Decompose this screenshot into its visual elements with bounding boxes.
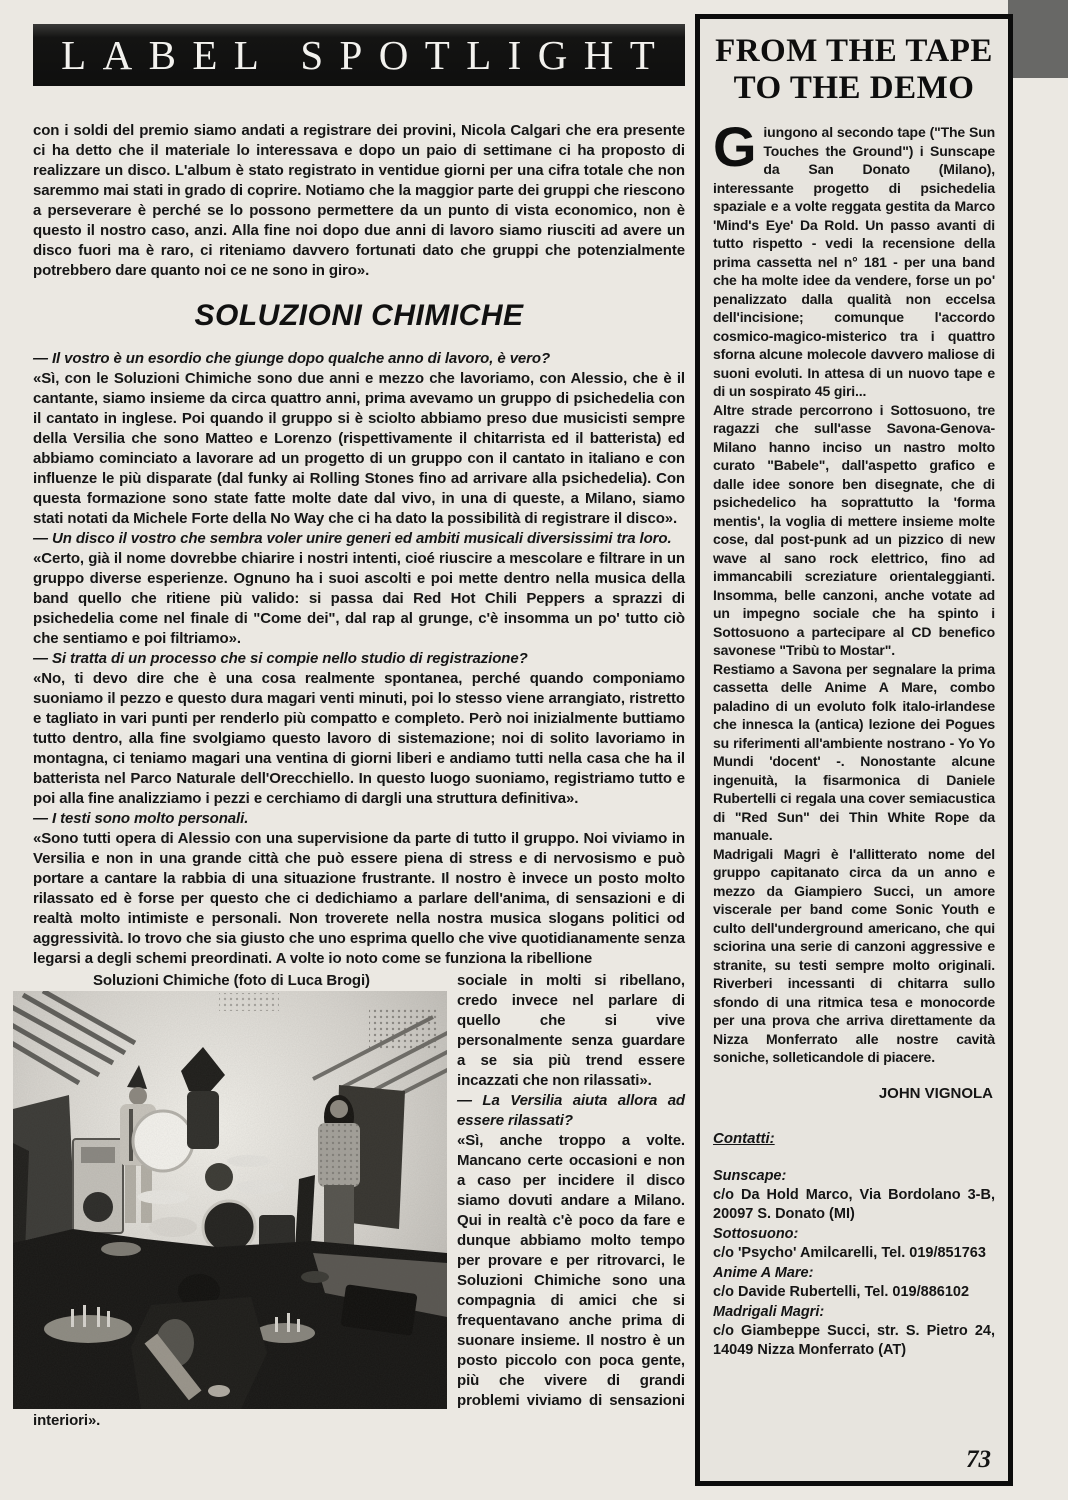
section-title: LABEL SPOTLIGHT (61, 32, 672, 78)
article-heading: SOLUZIONI CHIMICHE (194, 299, 524, 332)
photo-caption: Soluzioni Chimiche (foto di Luca Brogi) (93, 972, 370, 989)
article-intro: con i soldi del premio siamo andati a registrare dei provini, Nicola Calgari che era presente ci ha detto che il materiale lo interessava e dopo un paio di settimane ci ha proposto di realizzare un disco. L'album è stato registrato in ventidue giorni per una cifra totale che non saremmo mai stati in grado di coprire. Notiamo che la maggior parte dei gruppi che riescono a perseverare è perché se lo possono permettere da un punto di vista economico, non è questo il nostro caso, anzi. Alla fine noi dopo due anni di lavoro siamo riusciti ad avere un disco fuori ma è raro, ci riteniamo davvero fortunati dato che gruppi che potenzialmente potrebbero dare quanto noi ce ne sono in giro». (33, 122, 685, 279)
interview-question: — Si tratta di un processo che si compie nello studio di registrazione? (33, 650, 528, 667)
photo-and-text-flow (33, 971, 685, 1431)
contact-detail: c/o Da Hold Marco, Via Bordolano 3-B, 20097 S. Donato (MI) (713, 1186, 995, 1222)
contact-name: Sottosuono: (713, 1225, 799, 1242)
interview-answer: «Sì, con le Soluzioni Chimiche sono due anni e mezzo che lavoriamo, con Alessio, che è il cantante, siamo insieme da circa quattro anni, prima avevamo un gruppo di psichedelia con il cantato in inglese. Poi quando il gruppo si è sciolto abbiamo preso due musicisti sempre della Versilia che sono Matteo e Lorenzo (rispettivamente il chitarrista ed il batterista) ed abbiamo cominciato a lavorare ad un progetto di un gruppo con il cantato in italiano e con influenze le più disparate (dal funky ai Rolling Stones fino ad arrivare alla psichedelia). Con questa formazione sono state fatte molte date dal vivo, in una di queste, a Milano, siamo stati notati da Michele Forte della No Way che ci ha dato la possibilità di registrare il disco». (33, 370, 685, 527)
article-column (33, 121, 685, 1431)
sidebar-paragraph-sunscape (713, 115, 995, 401)
interview-question: — Un disco il vostro che sembra voler unire generi ed ambiti musicali diversissimi tra loro. (33, 530, 672, 547)
sidebar-review-box (695, 14, 1013, 1486)
interview-answer: «Sono tutti opera di Alessio con una supervisione da parte di tutto il gruppo. Noi viviamo in Versilia e non in una grande città che può essere piena di stress e di nervosismo e può portare a cantare la rabbia di una situazione frustrante. Il nostro è invece un posto molto rilassato ed è forse per questo che ci dedichiamo a parlare dell'anima, di sensazioni e di realtà molto intimiste e personali. Non troverete nella nostra musica slogans politici od aggressività. Io trovo che sia giusto che uno esprima quello che vive quotidianamente senza legarsi a degli schemi preordinati. A volte io noto come se funziona la ribellione (33, 830, 685, 967)
interview-question: — La Versilia aiuta allora ad essere rilassati? (457, 1092, 685, 1129)
interview-question: — I testi sono molto personali. (33, 810, 249, 827)
interview-answer: «Sì, anche troppo a volte. Mancano certe occasioni e non a caso per incidere il disco siamo dovuti andare a Milano. Qui in realtà c'è poco da fare e dunque abbiamo molto tempo per provare e per ritrovarci, le Soluzioni Chimiche sono una compagnia di amici che si frequentavano anche prima di suonare insieme. Il nostro è un posto piccolo con poca gente, più che vivere di grandi problemi viviamo di sensazioni interiori». (33, 1132, 685, 1429)
photo-block (13, 971, 447, 1409)
contact-entry (713, 1167, 995, 1224)
sidebar-paragraph-madrigali-magri: Madrigali Magri è l'allitterato nome del gruppo capitanato circa da un anno e mezzo da Giampiero Succi, un amore viscerale per band come Sonic Youth e culto dell'underground americano, che qui sciorina una serie di canzoni aggressive e stranite, su testi sempre molto originali. Riverberi incessanti di chitarra sullo sfondo di una ritmica tesa e monocorde per una prova che arriva direttamente da Nizza Monferrato alle nostre cavità soniche, solleticandole di piacere. (713, 845, 995, 1065)
band-photo (13, 991, 447, 1409)
sidebar-title: FROM THE TAPE TO THE DEMO (715, 33, 993, 106)
interview-answer: «Certo, già il nome dovrebbe chiarire i nostri intenti, cioé riuscire a mescolare e filtrare in un gruppo diverse esperienze. Ognuno ha i suoi ascolti e poi mette dentro nella musica della band quello che ritiene più valido: si passa dai Red Hot Chili Peppers a sprazzi di psichedelia come nel finale di "Come dei", dal rap al grunge, c'è insomma un po' tutto ciò che sentiamo e poi filtriamo». (33, 550, 685, 647)
author-byline: JOHN VIGNOLA (878, 1084, 993, 1102)
sidebar-paragraph-sottosuono: Altre strade percorrono i Sottosuono, tre ragazzi che sull'asse Savona-Genova-Milano hanno inciso un nastro molto curato "Babele", dall'aspetto grafico e dalle idee sonore ben disegnate, che di psichedelico ha soprattutto la 'forma mentis', la voglia di mettere insieme molte cose, dal post-punk ad un pizzico di new wave al sano rock elettrico, fino ad immancabili screziature orientaleggianti. Insomma, belle canzoni, anche votate ad un impegno sociale che ha spinto i Sottosuono a partecipare al CD benefico savonese "Tribù to Mostar". (713, 401, 995, 658)
interview-answer: «No, ti devo dire che è una cosa realmente spontanea, perché quando componiamo suoniamo il pezzo e questo dura magari venti minuti, poi lo stesso viene arrangiato, ristretto e tagliato in vari punti per renderlo più compatto e completo. Però noi inizialmente buttiamo tutto dentro, alla fine svolgiamo questo lavoro di sistemazione; noi di solito lavoriamo in montagna, ci teniamo magari una ventina di giorni liberi e andiamo tutti nella casa che ha il batterista nel Parco Naturale dell'Orecchiello. In questo luogo suoniamo, registriamo tutto e poi alla fine analizziamo i pezzi e cerchiamo di dargli una struttura definitiva». (33, 670, 685, 807)
contact-detail: c/o Giambeppe Succi, str. S. Pietro 24, 14049 Nizza Monferrato (AT) (713, 1322, 995, 1358)
sidebar-paragraph-text: iungono al secondo tape ("The Sun Touches the Ground") i Sunscape da San Donato (Milano), interessante progetto di psichedelia spaziale e a volte reggata gestita da Marco 'Mind's Eye' Da Rold. Un passo avanti di tutto rispetto - vedi la recensione della prima cassetta nel n° 181 - per una band che ha molte idee da vendere, forse un po' penalizzato dalla qualità non eccelsa dell'incisione; comunque l'accordo cosmico-magico-misterico tra i quattro sforna alcune molecole davvero maliose di suoni evoluti. In attesa di un nuovo tape e di un sospirato 45 giri... (713, 124, 995, 399)
contact-name: Anime A Mare: (713, 1264, 814, 1281)
interview-answer-continued: sociale in molti si ribellano, credo invece nel parlare di quello che si vive personalmente senza guardare a se sia più trend essere incazzati che non rilassati». (457, 972, 685, 1089)
contact-detail: c/o 'Psycho' Amilcarelli, Tel. 019/851763 (713, 1244, 986, 1261)
contact-detail: c/o Davide Rubertelli, Tel. 019/886102 (713, 1283, 970, 1300)
section-header-bar (33, 24, 685, 86)
page-number: 73 (966, 1446, 991, 1473)
contact-name: Sunscape: (713, 1167, 787, 1184)
contacts-heading: Contatti: (713, 1129, 775, 1147)
scan-edge-artifact (1008, 0, 1068, 78)
sidebar-paragraph-anime-a-mare: Restiamo a Savona per segnalare la prima cassetta delle Anime A Mare, combo paladino di un evoluto folk italo-irlandese che innesca la (antica) lezione dei Pogues su riferimenti all'ambiente nostrano - Yo Yo Mundi 'docent' -. Nonostante alcune ingenuità, la fisarmonica di Daniele Rubertelli ci regala una cover semiacustica di "Red Sun" dei Thin White Rope da manuale. (713, 660, 995, 843)
contact-name: Madrigali Magri: (713, 1303, 825, 1320)
contact-entry (713, 1225, 995, 1263)
contact-entry (713, 1303, 995, 1360)
contact-entry (713, 1264, 995, 1302)
interview-question: — Il vostro è un esordio che giunge dopo qualche anno di lavoro, è vero? (33, 350, 551, 367)
drop-cap: G (713, 115, 757, 178)
